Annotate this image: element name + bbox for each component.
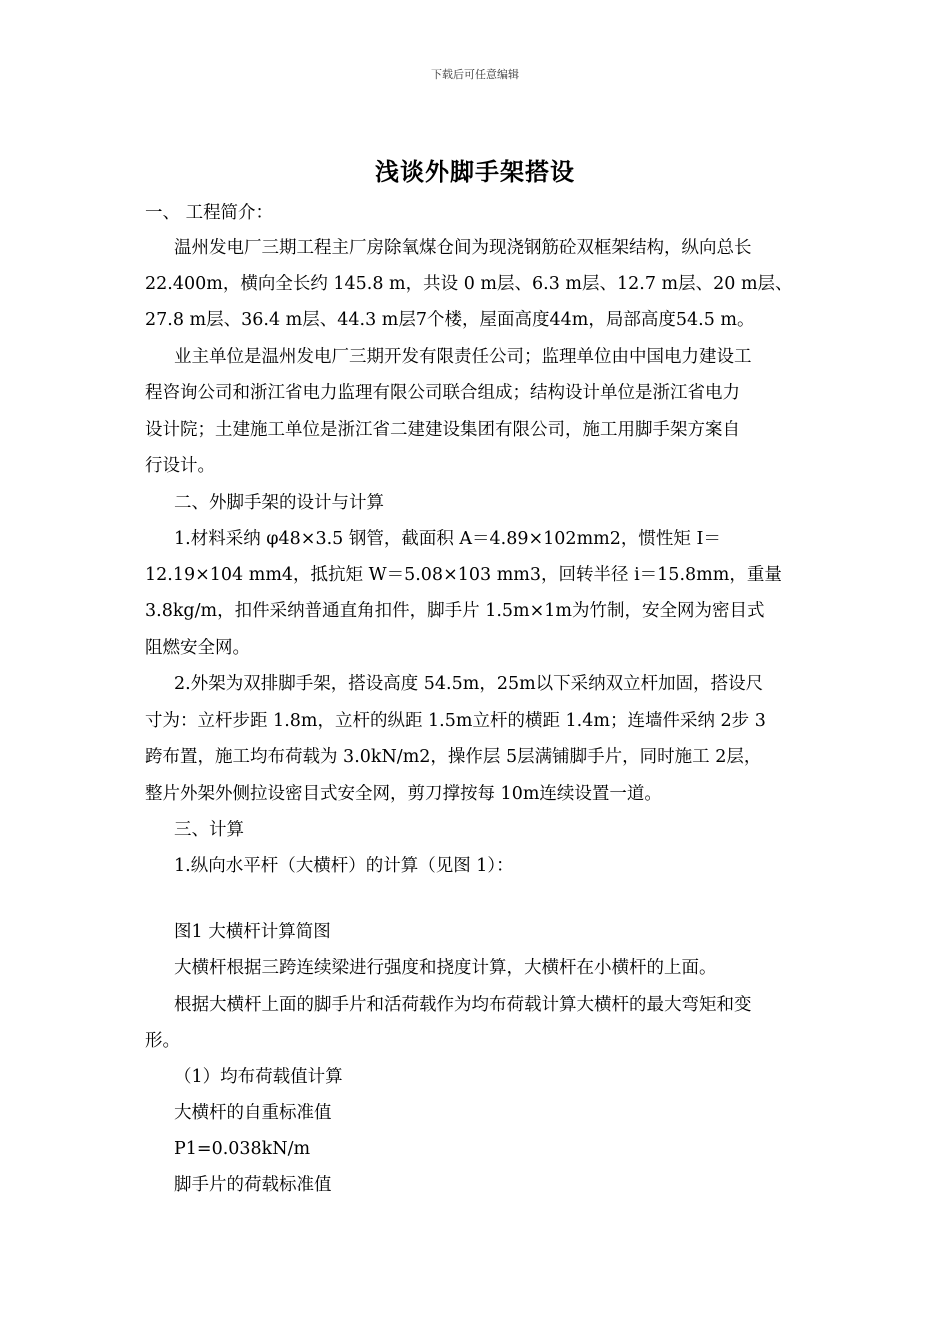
- page-header: 下载后可任意编辑: [431, 68, 519, 81]
- paragraph-line: 27.8 m层、36.4 m层、44.3 m层7个楼，屋面高度44m，局部高度54.5 m。: [145, 310, 755, 330]
- paragraph-line: 2.外架为双排脚手架，搭设高度 54.5m，25m以下采纳双立杆加固，搭设尺: [174, 674, 764, 694]
- paragraph-line: 脚手片的荷载标准值: [174, 1175, 332, 1195]
- paragraph-line: 业主单位是温州发电厂三期开发有限责任公司；监理单位由中国电力建设工: [174, 347, 752, 367]
- paragraph-line: 12.19×104 mm4，抵抗矩 W＝5.08×103 mm3，回转半径 i＝15.8mm，重量: [145, 565, 782, 585]
- paragraph-line: 3.8kg/m，扣件采纳普通直角扣件，脚手片 1.5m×1m为竹制，安全网为密目式: [145, 601, 765, 621]
- section-heading-3: 三、计算: [174, 820, 244, 840]
- subsection-heading: 1.纵向水平杆（大横杆）的计算（见图 1）：: [174, 856, 514, 876]
- paragraph-line: 寸为：立杆步距 1.8m，立杆的纵距 1.5m立杆的横距 1.4m；连墙件采纳 2步 3: [145, 711, 766, 731]
- paragraph-line: 行设计。: [145, 456, 215, 476]
- paragraph-line: 阻燃安全网。: [145, 638, 250, 658]
- paragraph-line: 设计院；土建施工单位是浙江省二建建设集团有限公司，施工用脚手架方案自: [145, 420, 740, 440]
- formula-line: P1=0.038kN/m: [174, 1139, 311, 1159]
- paragraph-line: 程咨询公司和浙江省电力监理有限公司联合组成；结构设计单位是浙江省电力: [145, 383, 740, 403]
- paragraph-line: 1.材料采纳 φ48×3.5 钢管，截面积 A＝4.89×102mm2，惯性矩 I＝: [174, 529, 721, 549]
- subsection-heading: （1）均布荷载值计算: [174, 1067, 343, 1087]
- document-title: 浅谈外脚手架搭设: [375, 157, 575, 186]
- paragraph-line: 温州发电厂三期工程主厂房除氧煤仓间为现浇钢筋砼双框架结构，纵向总长: [174, 238, 752, 258]
- paragraph-line: 大横杆根据三跨连续梁进行强度和挠度计算，大横杆在小横杆的上面。: [174, 958, 717, 978]
- paragraph-line: 跨布置，施工均布荷载为 3.0kN/m2，操作层 5层满铺脚手片，同时施工 2层，: [145, 747, 762, 767]
- figure-caption: 图1 大横杆计算简图: [174, 922, 331, 942]
- section-heading-2: 二、外脚手架的设计与计算: [174, 493, 384, 513]
- paragraph-line: 大横杆的自重标准值: [174, 1103, 332, 1123]
- paragraph-line: 整片外架外侧拉设密目式安全网，剪刀撑按每 10m连续设置一道。: [145, 784, 662, 804]
- paragraph-line: 根据大横杆上面的脚手片和活荷载作为均布荷载计算大横杆的最大弯矩和变: [174, 995, 752, 1015]
- paragraph-line: 形。: [145, 1031, 180, 1051]
- paragraph-line: 22.400m，横向全长约 145.8 m，共设 0 m层、6.3 m层、12.7 m层、20 m层、: [145, 274, 793, 294]
- section-heading-1: 一、 工程简介：: [145, 203, 274, 223]
